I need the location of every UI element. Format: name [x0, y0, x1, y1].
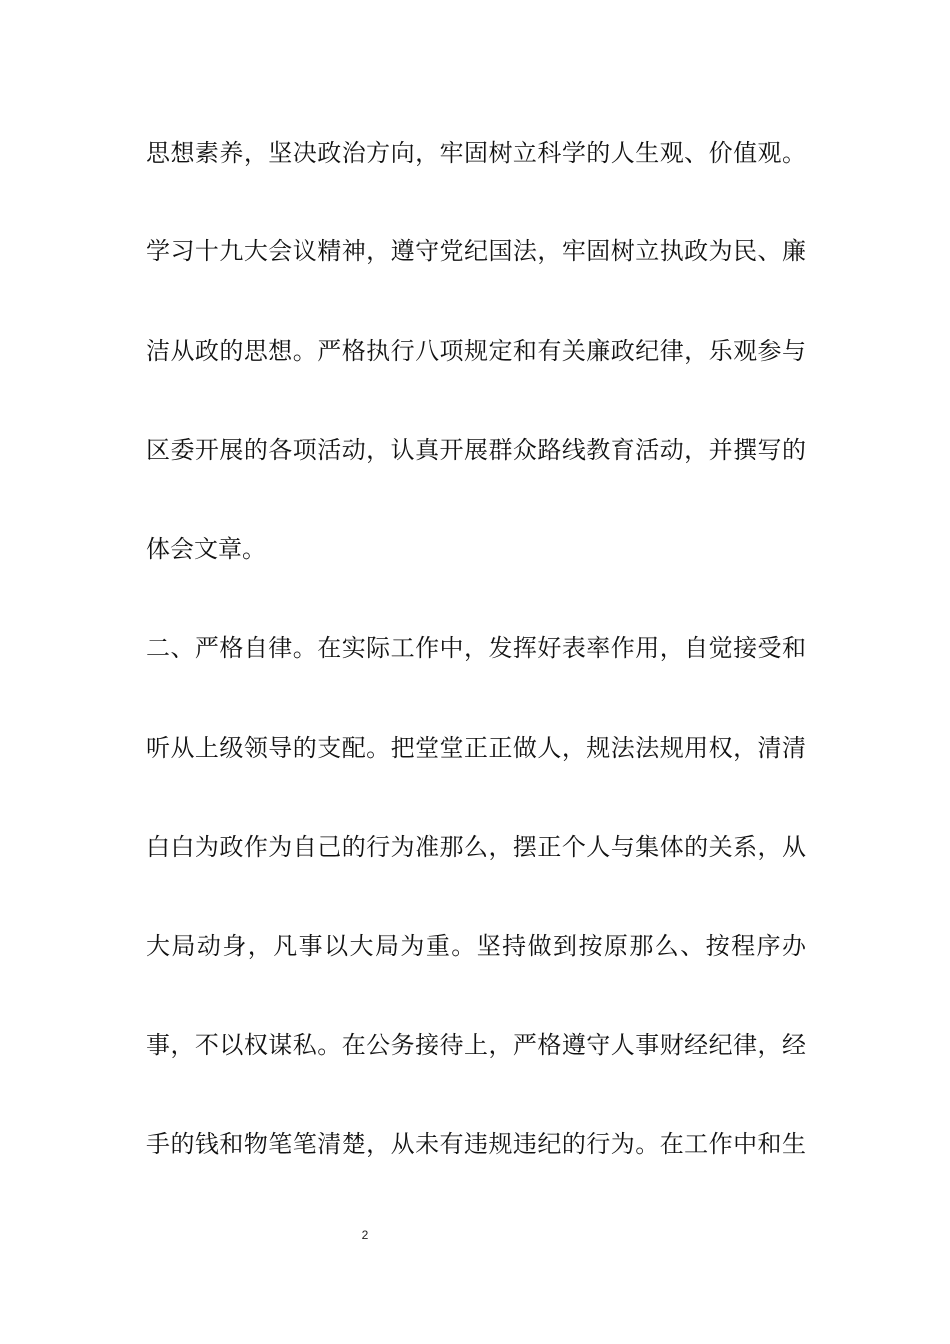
text-line: 体会文章。	[146, 535, 266, 563]
text-line: 事，不以权谋私。在公务接待上，严格遵守人事财经纪律，经	[146, 1031, 806, 1059]
page-number: 2	[361, 1228, 369, 1242]
text-line: 白白为政作为自己的行为准那么，摆正个人与集体的关系，从	[146, 833, 806, 861]
text-line: 学习十九大会议精神，遵守党纪国法，牢固树立执政为民、廉	[146, 237, 806, 265]
text-line: 洁从政的思想。严格执行八项规定和有关廉政纪律，乐观参与	[146, 337, 806, 365]
text-line: 手的钱和物笔笔清楚，从未有违规违纪的行为。在工作中和生	[146, 1130, 806, 1158]
text-line: 二、严格自律。在实际工作中，发挥好表率作用，自觉接受和	[146, 634, 806, 662]
text-line: 听从上级领导的支配。把堂堂正正做人，规法法规用权，清清	[146, 734, 806, 762]
text-line: 思想素养，坚决政治方向，牢固树立科学的人生观、价值观。	[146, 139, 806, 167]
text-line: 大局动身，凡事以大局为重。坚持做到按原那么、按程序办	[146, 932, 806, 960]
text-line: 区委开展的各项活动，认真开展群众路线教育活动，并撰写的	[146, 436, 806, 464]
